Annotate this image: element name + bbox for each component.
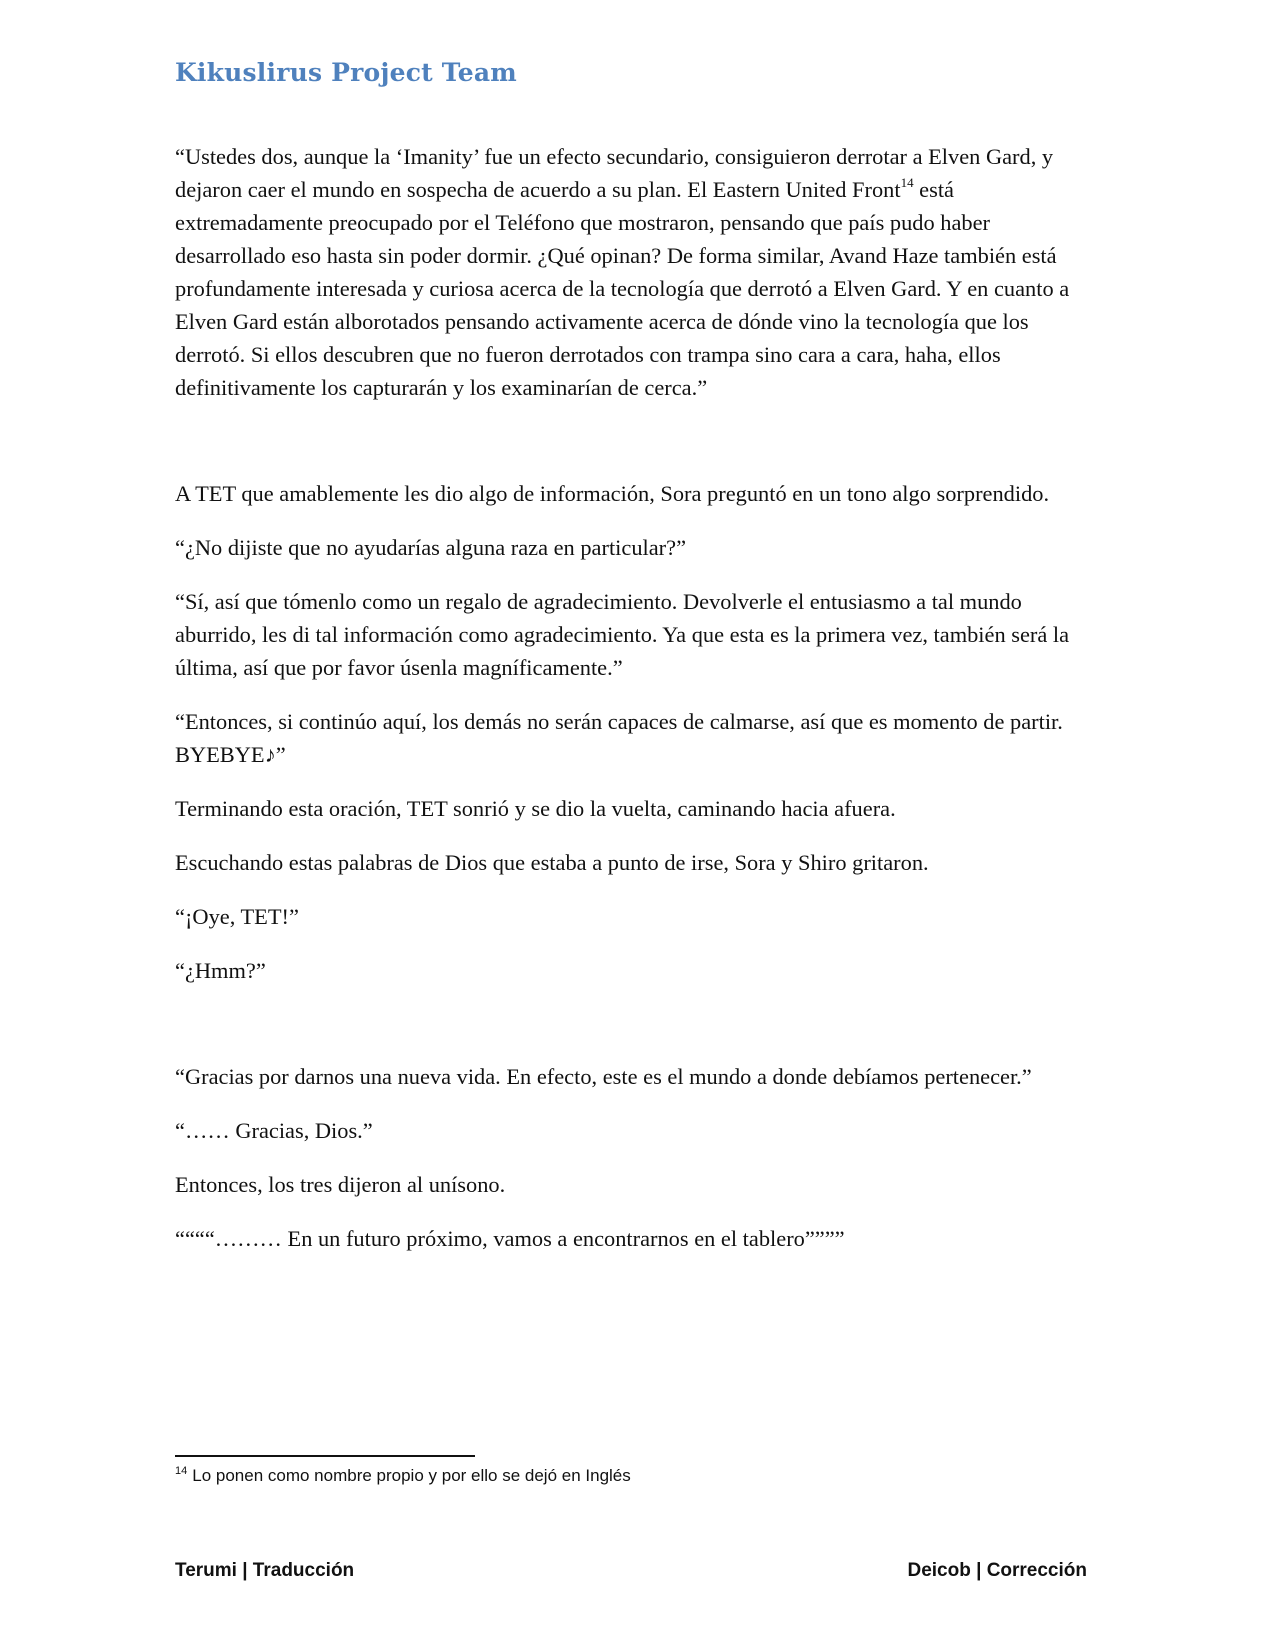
paragraph: “…… Gracias, Dios.” [175, 1118, 373, 1143]
paragraph: “Gracias por darnos una nueva vida. En efecto, este es el mundo a donde debíamos pertenecer.” [175, 1064, 1032, 1089]
footnote-number: 14 [175, 1465, 188, 1477]
paragraph: “¿Hmm?” [175, 958, 266, 983]
paragraph [175, 140, 1095, 404]
paragraph-text: “Ustedes dos, aunque la ‘Imanity’ fue un efecto secundario, consiguieron derrotar a Elven Gard, y dejaron caer el mundo en sospecha de acuerdo a su plan. El Eastern United Front [175, 144, 1054, 202]
paragraph: “¿No dijiste que no ayudarías alguna raza en particular?” [175, 535, 687, 560]
paragraph: ““““……… En un futuro próximo, vamos a encontrarnos en el tablero”””” [175, 1226, 845, 1251]
footer-left: Terumi | Traducción [175, 1560, 355, 1581]
header-title: Kikuslirus Project Team [175, 58, 517, 87]
footer-right: Deicob | Corrección [907, 1560, 1087, 1581]
paragraph: “Entonces, si continúo aquí, los demás no serán capaces de calmarse, así que es momento de partir. BYEBYE♪” [175, 709, 1063, 767]
footnote-reference: 14 [900, 175, 914, 190]
footnote [175, 1466, 631, 1486]
paragraph: Entonces, los tres dijeron al unísono. [175, 1172, 506, 1197]
paragraph: “Sí, así que tómenlo como un regalo de agradecimiento. Devolverle el entusiasmo a tal mundo aburrido, les di tal información como agradecimiento. Ya que esta es la primera vez, también será la última, así que por favor úsenla magníficamente.” [175, 589, 1070, 680]
paragraph: Escuchando estas palabras de Dios que estaba a punto de irse, Sora y Shiro gritaron. [175, 850, 929, 875]
paragraph: “¡Oye, TET!” [175, 904, 299, 929]
paragraph-text: está extremadamente preocupado por el Teléfono que mostraron, pensando que país pudo haber desarrollado eso hasta sin poder dormir. ¿Qué opinan? De forma similar, Avand Haze también está profundamente interesada y curiosa acerca de la tecnología que derrotó a Elven Gard. Y en cuanto a Elven Gard están alborotados pensando activamente acerca de dónde vino la tecnología que los derrotó. Si ellos descubren que no fueron derrotados con trampa sino cara a cara, haha, ellos definitivamente los capturarán y los examinarían de cerca.” [175, 177, 1070, 400]
footnote-text: Lo ponen como nombre propio y por ello se dejó en Inglés [192, 1466, 631, 1485]
paragraph: A TET que amablemente les dio algo de información, Sora preguntó en un tono algo sorprendido. [175, 481, 1050, 506]
paragraph: Terminando esta oración, TET sonrió y se dio la vuelta, caminando hacia afuera. [175, 796, 896, 821]
footnote-separator [175, 1455, 475, 1457]
body-text-top [175, 140, 1095, 1276]
